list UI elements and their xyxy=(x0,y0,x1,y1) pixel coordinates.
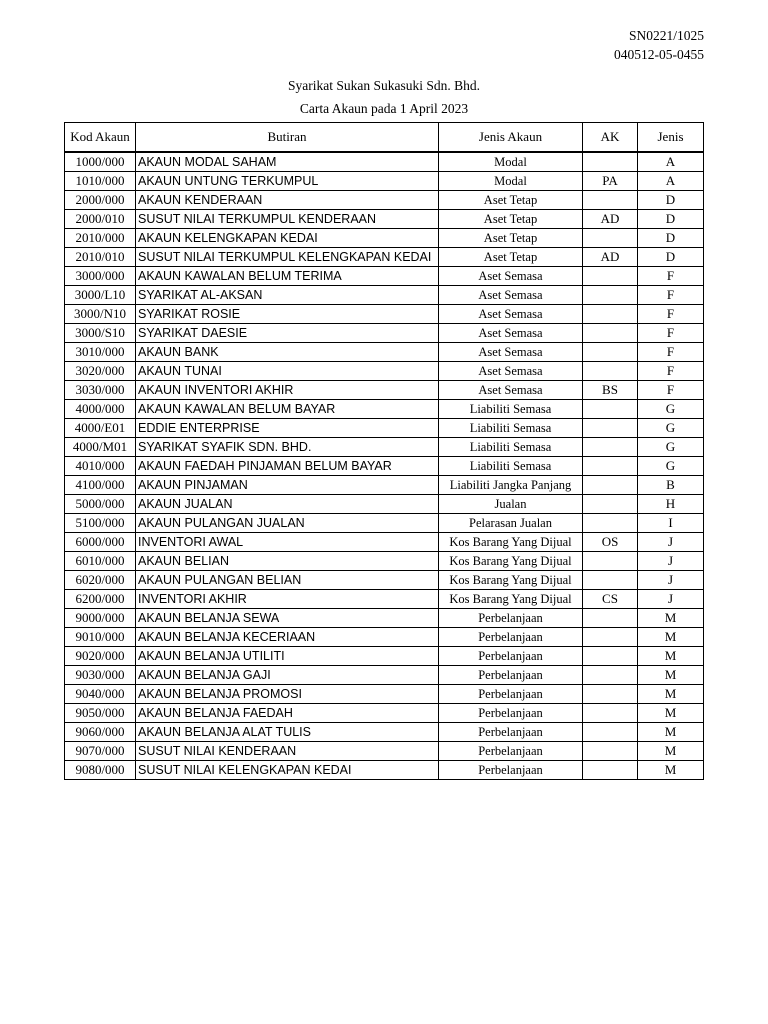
cell-butiran: AKAUN KAWALAN BELUM BAYAR xyxy=(136,400,439,419)
cell-butiran: AKAUN KAWALAN BELUM TERIMA xyxy=(136,267,439,286)
cell-kod-akaun: 6200/000 xyxy=(65,590,136,609)
cell-jenis: F xyxy=(638,381,704,400)
cell-jenis-akaun: Aset Tetap xyxy=(439,248,583,267)
cell-kod-akaun: 5100/000 xyxy=(65,514,136,533)
cell-kod-akaun: 3010/000 xyxy=(65,343,136,362)
column-header-butiran: Butiran xyxy=(136,123,439,153)
cell-butiran: AKAUN JUALAN xyxy=(136,495,439,514)
cell-ak xyxy=(583,761,638,780)
table-body xyxy=(65,152,704,780)
cell-ak xyxy=(583,495,638,514)
cell-jenis: M xyxy=(638,704,704,723)
cell-kod-akaun: 3000/N10 xyxy=(65,305,136,324)
table-row xyxy=(65,761,704,780)
table-row xyxy=(65,210,704,229)
table-row xyxy=(65,286,704,305)
cell-ak xyxy=(583,191,638,210)
cell-jenis: H xyxy=(638,495,704,514)
cell-jenis-akaun: Perbelanjaan xyxy=(439,685,583,704)
cell-kod-akaun: 4100/000 xyxy=(65,476,136,495)
cell-jenis-akaun: Aset Semasa xyxy=(439,305,583,324)
cell-butiran: AKAUN BELANJA FAEDAH xyxy=(136,704,439,723)
company-name: Syarikat Sukan Sukasuki Sdn. Bhd. xyxy=(287,78,480,93)
cell-jenis: F xyxy=(638,267,704,286)
cell-kod-akaun: 3030/000 xyxy=(65,381,136,400)
cell-ak xyxy=(583,324,638,343)
cell-butiran: AKAUN BELANJA PROMOSI xyxy=(136,685,439,704)
cell-jenis-akaun: Kos Barang Yang Dijual xyxy=(439,590,583,609)
cell-jenis-akaun: Aset Semasa xyxy=(439,381,583,400)
cell-ak: CS xyxy=(583,590,638,609)
table-row xyxy=(65,152,704,172)
column-header-ak: AK xyxy=(583,123,638,153)
cell-butiran: INVENTORI AWAL xyxy=(136,533,439,552)
cell-jenis-akaun: Kos Barang Yang Dijual xyxy=(439,571,583,590)
cell-ak xyxy=(583,305,638,324)
cell-jenis: M xyxy=(638,609,704,628)
cell-jenis-akaun: Perbelanjaan xyxy=(439,723,583,742)
table-row xyxy=(65,628,704,647)
cell-butiran: SUSUT NILAI TERKUMPUL KELENGKAPAN KEDAI xyxy=(136,248,439,267)
cell-jenis: A xyxy=(638,172,704,191)
column-header-jenis-akaun: Jenis Akaun xyxy=(439,123,583,153)
cell-jenis: D xyxy=(638,229,704,248)
cell-butiran: AKAUN BELIAN xyxy=(136,552,439,571)
table-row xyxy=(65,514,704,533)
cell-kod-akaun: 4000/000 xyxy=(65,400,136,419)
cell-jenis: G xyxy=(638,400,704,419)
cell-butiran: EDDIE ENTERPRISE xyxy=(136,419,439,438)
cell-kod-akaun: 2000/010 xyxy=(65,210,136,229)
table-row xyxy=(65,723,704,742)
cell-kod-akaun: 9060/000 xyxy=(65,723,136,742)
cell-ak xyxy=(583,476,638,495)
cell-kod-akaun: 9050/000 xyxy=(65,704,136,723)
table-row xyxy=(65,362,704,381)
table-row xyxy=(65,172,704,191)
cell-ak xyxy=(583,419,638,438)
cell-kod-akaun: 9040/000 xyxy=(65,685,136,704)
cell-ak xyxy=(583,286,638,305)
cell-ak xyxy=(583,343,638,362)
table-row xyxy=(65,419,704,438)
cell-kod-akaun: 2000/000 xyxy=(65,191,136,210)
cell-ak xyxy=(583,267,638,286)
cell-jenis: D xyxy=(638,210,704,229)
cell-ak: PA xyxy=(583,172,638,191)
cell-jenis-akaun: Perbelanjaan xyxy=(439,666,583,685)
cell-butiran: AKAUN BELANJA GAJI xyxy=(136,666,439,685)
cell-kod-akaun: 2010/000 xyxy=(65,229,136,248)
cell-jenis-akaun: Aset Tetap xyxy=(439,210,583,229)
cell-kod-akaun: 9030/000 xyxy=(65,666,136,685)
cell-butiran: SYARIKAT SYAFIK SDN. BHD. xyxy=(136,438,439,457)
cell-kod-akaun: 5000/000 xyxy=(65,495,136,514)
cell-jenis-akaun: Aset Semasa xyxy=(439,343,583,362)
cell-kod-akaun: 3020/000 xyxy=(65,362,136,381)
cell-ak xyxy=(583,457,638,476)
cell-ak xyxy=(583,685,638,704)
cell-ak xyxy=(583,552,638,571)
table-header-row xyxy=(65,123,704,153)
cell-butiran: AKAUN TUNAI xyxy=(136,362,439,381)
chart-of-accounts-table xyxy=(64,122,704,780)
cell-ak xyxy=(583,400,638,419)
cell-jenis: G xyxy=(638,419,704,438)
cell-jenis-akaun: Liabiliti Semasa xyxy=(439,419,583,438)
table-row xyxy=(65,305,704,324)
cell-jenis-akaun: Liabiliti Jangka Panjang xyxy=(439,476,583,495)
table-row xyxy=(65,552,704,571)
cell-kod-akaun: 6000/000 xyxy=(65,533,136,552)
cell-jenis: M xyxy=(638,628,704,647)
cell-jenis: F xyxy=(638,362,704,381)
table-row xyxy=(65,438,704,457)
table-row xyxy=(65,457,704,476)
cell-kod-akaun: 1000/000 xyxy=(65,152,136,172)
table-row xyxy=(65,400,704,419)
cell-jenis: F xyxy=(638,343,704,362)
cell-jenis: J xyxy=(638,533,704,552)
cell-jenis: M xyxy=(638,685,704,704)
column-header-jenis: Jenis xyxy=(638,123,704,153)
cell-jenis-akaun: Liabiliti Semasa xyxy=(439,457,583,476)
table-row xyxy=(65,495,704,514)
cell-butiran: SUSUT NILAI TERKUMPUL KENDERAAN xyxy=(136,210,439,229)
cell-butiran: SYARIKAT AL-AKSAN xyxy=(136,286,439,305)
cell-jenis-akaun: Aset Semasa xyxy=(439,286,583,305)
cell-kod-akaun: 6020/000 xyxy=(65,571,136,590)
cell-ak xyxy=(583,609,638,628)
cell-ak xyxy=(583,438,638,457)
cell-ak xyxy=(583,571,638,590)
cell-kod-akaun: 9080/000 xyxy=(65,761,136,780)
cell-butiran: AKAUN KENDERAAN xyxy=(136,191,439,210)
cell-kod-akaun: 3000/L10 xyxy=(65,286,136,305)
cell-butiran: AKAUN BELANJA SEWA xyxy=(136,609,439,628)
cell-jenis: G xyxy=(638,457,704,476)
table-row xyxy=(65,381,704,400)
table-row xyxy=(65,533,704,552)
cell-jenis-akaun: Pelarasan Jualan xyxy=(439,514,583,533)
cell-kod-akaun: 2010/010 xyxy=(65,248,136,267)
reference-block xyxy=(614,26,704,64)
cell-butiran: AKAUN BELANJA KECERIAAN xyxy=(136,628,439,647)
cell-jenis: J xyxy=(638,552,704,571)
cell-kod-akaun: 9020/000 xyxy=(65,647,136,666)
cell-jenis-akaun: Perbelanjaan xyxy=(439,628,583,647)
cell-jenis: B xyxy=(638,476,704,495)
cell-jenis-akaun: Perbelanjaan xyxy=(439,647,583,666)
cell-jenis: D xyxy=(638,191,704,210)
cell-ak xyxy=(583,647,638,666)
table-row xyxy=(65,191,704,210)
cell-ak: BS xyxy=(583,381,638,400)
document-titles xyxy=(0,74,768,120)
table-row xyxy=(65,647,704,666)
cell-butiran: AKAUN MODAL SAHAM xyxy=(136,152,439,172)
cell-ak xyxy=(583,628,638,647)
cell-jenis: J xyxy=(638,571,704,590)
cell-jenis-akaun: Jualan xyxy=(439,495,583,514)
cell-jenis: M xyxy=(638,647,704,666)
cell-jenis-akaun: Modal xyxy=(439,152,583,172)
table-row xyxy=(65,609,704,628)
cell-butiran: SUSUT NILAI KENDERAAN xyxy=(136,742,439,761)
cell-ak xyxy=(583,723,638,742)
cell-jenis: F xyxy=(638,305,704,324)
cell-kod-akaun: 1010/000 xyxy=(65,172,136,191)
cell-kod-akaun: 3000/000 xyxy=(65,267,136,286)
cell-ak xyxy=(583,514,638,533)
table-row xyxy=(65,590,704,609)
cell-ak xyxy=(583,742,638,761)
cell-jenis: M xyxy=(638,723,704,742)
cell-butiran: AKAUN PULANGAN JUALAN xyxy=(136,514,439,533)
table-row xyxy=(65,571,704,590)
cell-butiran: SUSUT NILAI KELENGKAPAN KEDAI xyxy=(136,761,439,780)
cell-jenis: I xyxy=(638,514,704,533)
cell-ak xyxy=(583,152,638,172)
table-row xyxy=(65,685,704,704)
cell-butiran: INVENTORI AKHIR xyxy=(136,590,439,609)
cell-jenis: M xyxy=(638,761,704,780)
table-row xyxy=(65,248,704,267)
cell-jenis-akaun: Perbelanjaan xyxy=(439,609,583,628)
cell-jenis: G xyxy=(638,438,704,457)
cell-jenis-akaun: Liabiliti Semasa xyxy=(439,438,583,457)
cell-jenis-akaun: Aset Semasa xyxy=(439,267,583,286)
cell-jenis-akaun: Aset Semasa xyxy=(439,362,583,381)
cell-jenis-akaun: Aset Tetap xyxy=(439,229,583,248)
table-row xyxy=(65,229,704,248)
cell-kod-akaun: 6010/000 xyxy=(65,552,136,571)
cell-butiran: AKAUN INVENTORI AKHIR xyxy=(136,381,439,400)
cell-butiran: AKAUN KELENGKAPAN KEDAI xyxy=(136,229,439,248)
cell-butiran: AKAUN FAEDAH PINJAMAN BELUM BAYAR xyxy=(136,457,439,476)
cell-butiran: SYARIKAT ROSIE xyxy=(136,305,439,324)
cell-jenis-akaun: Aset Semasa xyxy=(439,324,583,343)
reference-number: SN0221/1025 xyxy=(628,28,704,43)
cell-jenis: M xyxy=(638,742,704,761)
cell-jenis: D xyxy=(638,248,704,267)
cell-butiran: AKAUN BELANJA ALAT TULIS xyxy=(136,723,439,742)
cell-kod-akaun: 9000/000 xyxy=(65,609,136,628)
table-row xyxy=(65,476,704,495)
cell-jenis-akaun: Kos Barang Yang Dijual xyxy=(439,533,583,552)
cell-ak: AD xyxy=(583,210,638,229)
cell-kod-akaun: 4000/E01 xyxy=(65,419,136,438)
cell-jenis-akaun: Perbelanjaan xyxy=(439,704,583,723)
cell-ak: OS xyxy=(583,533,638,552)
cell-kod-akaun: 4000/M01 xyxy=(65,438,136,457)
cell-butiran: AKAUN BELANJA UTILITI xyxy=(136,647,439,666)
cell-butiran: SYARIKAT DAESIE xyxy=(136,324,439,343)
cell-jenis-akaun: Modal xyxy=(439,172,583,191)
cell-jenis: M xyxy=(638,666,704,685)
cell-jenis-akaun: Liabiliti Semasa xyxy=(439,400,583,419)
cell-jenis: J xyxy=(638,590,704,609)
table-row xyxy=(65,343,704,362)
column-header-kod-akaun: Kod Akaun xyxy=(65,123,136,153)
cell-ak xyxy=(583,362,638,381)
table-row xyxy=(65,666,704,685)
cell-ak xyxy=(583,704,638,723)
cell-jenis: F xyxy=(638,286,704,305)
cell-butiran: AKAUN PINJAMAN xyxy=(136,476,439,495)
cell-kod-akaun: 9070/000 xyxy=(65,742,136,761)
cell-ak xyxy=(583,229,638,248)
table-row xyxy=(65,324,704,343)
cell-kod-akaun: 3000/S10 xyxy=(65,324,136,343)
cell-butiran: AKAUN BANK xyxy=(136,343,439,362)
cell-ak: AD xyxy=(583,248,638,267)
cell-jenis-akaun: Aset Tetap xyxy=(439,191,583,210)
cell-jenis: F xyxy=(638,324,704,343)
cell-jenis-akaun: Perbelanjaan xyxy=(439,742,583,761)
table-row xyxy=(65,704,704,723)
chart-of-accounts-subtitle: Carta Akaun pada 1 April 2023 xyxy=(299,101,469,116)
cell-jenis-akaun: Kos Barang Yang Dijual xyxy=(439,552,583,571)
cell-kod-akaun: 4010/000 xyxy=(65,457,136,476)
cell-jenis-akaun: Perbelanjaan xyxy=(439,761,583,780)
cell-kod-akaun: 9010/000 xyxy=(65,628,136,647)
ic-number: 040512-05-0455 xyxy=(614,47,704,62)
cell-butiran: AKAUN PULANGAN BELIAN xyxy=(136,571,439,590)
cell-ak xyxy=(583,666,638,685)
cell-butiran: AKAUN UNTUNG TERKUMPUL xyxy=(136,172,439,191)
table-row xyxy=(65,742,704,761)
table-row xyxy=(65,267,704,286)
cell-jenis: A xyxy=(638,152,704,172)
